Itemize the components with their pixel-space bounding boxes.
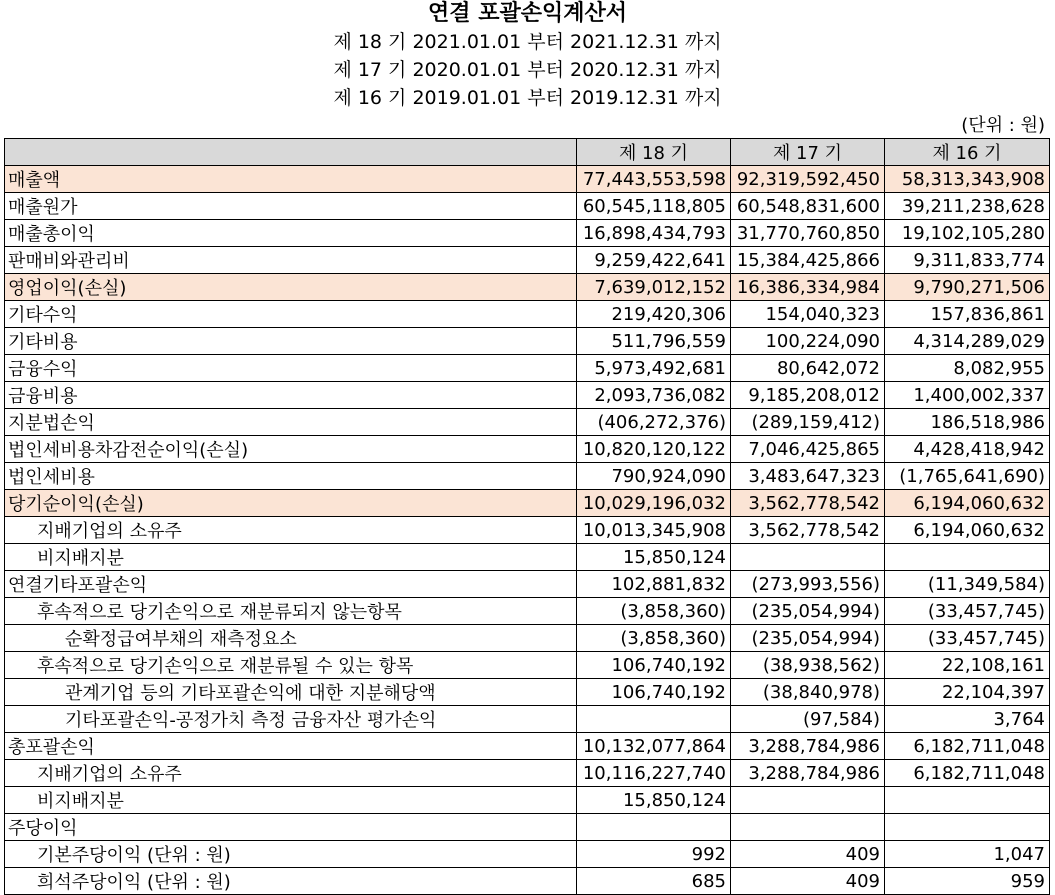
value-period-17: (97,584) (731, 706, 885, 733)
value-period-17 (731, 814, 885, 841)
value-period-16: 4,314,289,029 (885, 328, 1050, 355)
value-period-17: 3,288,784,986 (731, 760, 885, 787)
table-row (5, 706, 1050, 733)
table-row (5, 787, 1050, 814)
header-label (5, 139, 577, 166)
value-period-16: 1,400,002,337 (885, 382, 1050, 409)
table-row (5, 301, 1050, 328)
value-period-18: 2,093,736,082 (577, 382, 731, 409)
table-row (5, 679, 1050, 706)
row-label: 비지배지분 (5, 787, 577, 814)
table-row (5, 625, 1050, 652)
value-period-17: 80,642,072 (731, 355, 885, 382)
value-period-16: 6,194,060,632 (885, 517, 1050, 544)
row-label: 금융수익 (5, 355, 577, 382)
value-period-18: 16,898,434,793 (577, 220, 731, 247)
row-label: 법인세비용차감전순이익(손실) (5, 436, 577, 463)
value-period-16: 186,518,986 (885, 409, 1050, 436)
value-period-18: 511,796,559 (577, 328, 731, 355)
value-period-16: (33,457,745) (885, 625, 1050, 652)
value-period-18: 60,545,118,805 (577, 193, 731, 220)
value-period-18: 15,850,124 (577, 544, 731, 571)
value-period-16 (885, 544, 1050, 571)
table-row (5, 733, 1050, 760)
value-period-18 (577, 814, 731, 841)
header-period-18: 제 18 기 (577, 139, 731, 166)
value-period-17: (38,938,562) (731, 652, 885, 679)
table-row (5, 409, 1050, 436)
row-label: 기타포괄손익-공정가치 측정 금융자산 평가손익 (5, 706, 577, 733)
value-period-16: 58,313,343,908 (885, 166, 1050, 193)
value-period-17: 9,185,208,012 (731, 382, 885, 409)
table-row (5, 571, 1050, 598)
value-period-18: 106,740,192 (577, 679, 731, 706)
table-row (5, 220, 1050, 247)
row-label: 지배기업의 소유주 (5, 517, 577, 544)
value-period-17: 16,386,334,984 (731, 274, 885, 301)
value-period-18: (3,858,360) (577, 625, 731, 652)
row-label: 매출액 (5, 166, 577, 193)
value-period-18: 102,881,832 (577, 571, 731, 598)
report-header (0, 0, 1055, 112)
value-period-16: 1,047 (885, 841, 1050, 868)
value-period-16: 959 (885, 868, 1050, 895)
table-row (5, 382, 1050, 409)
row-label: 연결기타포괄손익 (5, 571, 577, 598)
table-row (5, 544, 1050, 571)
row-label: 영업이익(손실) (5, 274, 577, 301)
row-label: 비지배지분 (5, 544, 577, 571)
value-period-16: 39,211,238,628 (885, 193, 1050, 220)
value-period-18: 10,820,120,122 (577, 436, 731, 463)
value-period-18: 15,850,124 (577, 787, 731, 814)
value-period-17: (273,993,556) (731, 571, 885, 598)
row-label: 당기순이익(손실) (5, 490, 577, 517)
table-header-row (5, 139, 1050, 166)
value-period-18: 106,740,192 (577, 652, 731, 679)
row-label: 총포괄손익 (5, 733, 577, 760)
value-period-16: (1,765,641,690) (885, 463, 1050, 490)
row-label: 기타비용 (5, 328, 577, 355)
row-label: 후속적으로 당기손익으로 재분류되지 않는항목 (5, 598, 577, 625)
value-period-16: 8,082,955 (885, 355, 1050, 382)
value-period-18: (3,858,360) (577, 598, 731, 625)
value-period-16: 19,102,105,280 (885, 220, 1050, 247)
table-row (5, 166, 1050, 193)
table-row (5, 841, 1050, 868)
row-label: 순확정급여부채의 재측정요소 (5, 625, 577, 652)
table-row (5, 274, 1050, 301)
table-body (5, 166, 1050, 895)
value-period-18: 7,639,012,152 (577, 274, 731, 301)
table-row (5, 328, 1050, 355)
value-period-18: 10,029,196,032 (577, 490, 731, 517)
table-row (5, 193, 1050, 220)
value-period-18: 790,924,090 (577, 463, 731, 490)
row-label: 기본주당이익 (단위 : 원) (5, 841, 577, 868)
value-period-16: (11,349,584) (885, 571, 1050, 598)
value-period-17: (289,159,412) (731, 409, 885, 436)
row-label: 주당이익 (5, 814, 577, 841)
row-label: 관계기업 등의 기타포괄손익에 대한 지분해당액 (5, 679, 577, 706)
row-label: 희석주당이익 (단위 : 원) (5, 868, 577, 895)
value-period-18: 5,973,492,681 (577, 355, 731, 382)
row-label: 금융비용 (5, 382, 577, 409)
value-period-16: 6,182,711,048 (885, 733, 1050, 760)
value-period-17: 92,319,592,450 (731, 166, 885, 193)
row-label: 지배기업의 소유주 (5, 760, 577, 787)
value-period-17: (38,840,978) (731, 679, 885, 706)
value-period-18 (577, 706, 731, 733)
value-period-16: 22,108,161 (885, 652, 1050, 679)
row-label: 매출원가 (5, 193, 577, 220)
table-row (5, 598, 1050, 625)
row-label: 기타수익 (5, 301, 577, 328)
period-line-17: 제 17 기 2020.01.01 부터 2020.12.31 까지 (333, 59, 722, 81)
table-row (5, 517, 1050, 544)
report-title: 연결 포괄손익계산서 (428, 1, 627, 26)
value-period-17 (731, 544, 885, 571)
value-period-18: 219,420,306 (577, 301, 731, 328)
value-period-16: 22,104,397 (885, 679, 1050, 706)
value-period-18: 685 (577, 868, 731, 895)
value-period-16: 157,836,861 (885, 301, 1050, 328)
income-statement-table (4, 138, 1050, 895)
value-period-16: (33,457,745) (885, 598, 1050, 625)
table-row (5, 760, 1050, 787)
value-period-17: 7,046,425,865 (731, 436, 885, 463)
value-period-16: 4,428,418,942 (885, 436, 1050, 463)
value-period-16 (885, 814, 1050, 841)
row-label: 지분법손익 (5, 409, 577, 436)
value-period-16 (885, 787, 1050, 814)
value-period-18: (406,272,376) (577, 409, 731, 436)
value-period-18: 77,443,553,598 (577, 166, 731, 193)
value-period-17: 3,483,647,323 (731, 463, 885, 490)
value-period-17: 100,224,090 (731, 328, 885, 355)
table-row (5, 814, 1050, 841)
value-period-16: 3,764 (885, 706, 1050, 733)
row-label: 법인세비용 (5, 463, 577, 490)
value-period-16: 9,790,271,506 (885, 274, 1050, 301)
value-period-17: 3,562,778,542 (731, 517, 885, 544)
table-row (5, 247, 1050, 274)
period-line-18: 제 18 기 2021.01.01 부터 2021.12.31 까지 (333, 31, 722, 53)
period-line-16: 제 16 기 2019.01.01 부터 2019.12.31 까지 (333, 87, 722, 109)
value-period-16: 6,194,060,632 (885, 490, 1050, 517)
table-row (5, 436, 1050, 463)
value-period-18: 10,013,345,908 (577, 517, 731, 544)
row-label: 매출총이익 (5, 220, 577, 247)
value-period-17: 60,548,831,600 (731, 193, 885, 220)
value-period-16: 6,182,711,048 (885, 760, 1050, 787)
value-period-18: 10,116,227,740 (577, 760, 731, 787)
value-period-18: 9,259,422,641 (577, 247, 731, 274)
value-period-17: 15,384,425,866 (731, 247, 885, 274)
row-label: 후속적으로 당기손익으로 재분류될 수 있는 항목 (5, 652, 577, 679)
value-period-17: (235,054,994) (731, 625, 885, 652)
value-period-17: 409 (731, 868, 885, 895)
value-period-17: 31,770,760,850 (731, 220, 885, 247)
value-period-17 (731, 787, 885, 814)
value-period-17: (235,054,994) (731, 598, 885, 625)
value-period-18: 992 (577, 841, 731, 868)
unit-note: (단위 : 원) (961, 115, 1045, 136)
value-period-17: 3,288,784,986 (731, 733, 885, 760)
value-period-18: 10,132,077,864 (577, 733, 731, 760)
table-row (5, 355, 1050, 382)
header-period-17: 제 17 기 (731, 139, 885, 166)
table-row (5, 490, 1050, 517)
value-period-17: 154,040,323 (731, 301, 885, 328)
header-period-16: 제 16 기 (885, 139, 1050, 166)
table-row (5, 463, 1050, 490)
value-period-16: 9,311,833,774 (885, 247, 1050, 274)
row-label: 판매비와관리비 (5, 247, 577, 274)
value-period-17: 3,562,778,542 (731, 490, 885, 517)
table-row (5, 652, 1050, 679)
value-period-17: 409 (731, 841, 885, 868)
